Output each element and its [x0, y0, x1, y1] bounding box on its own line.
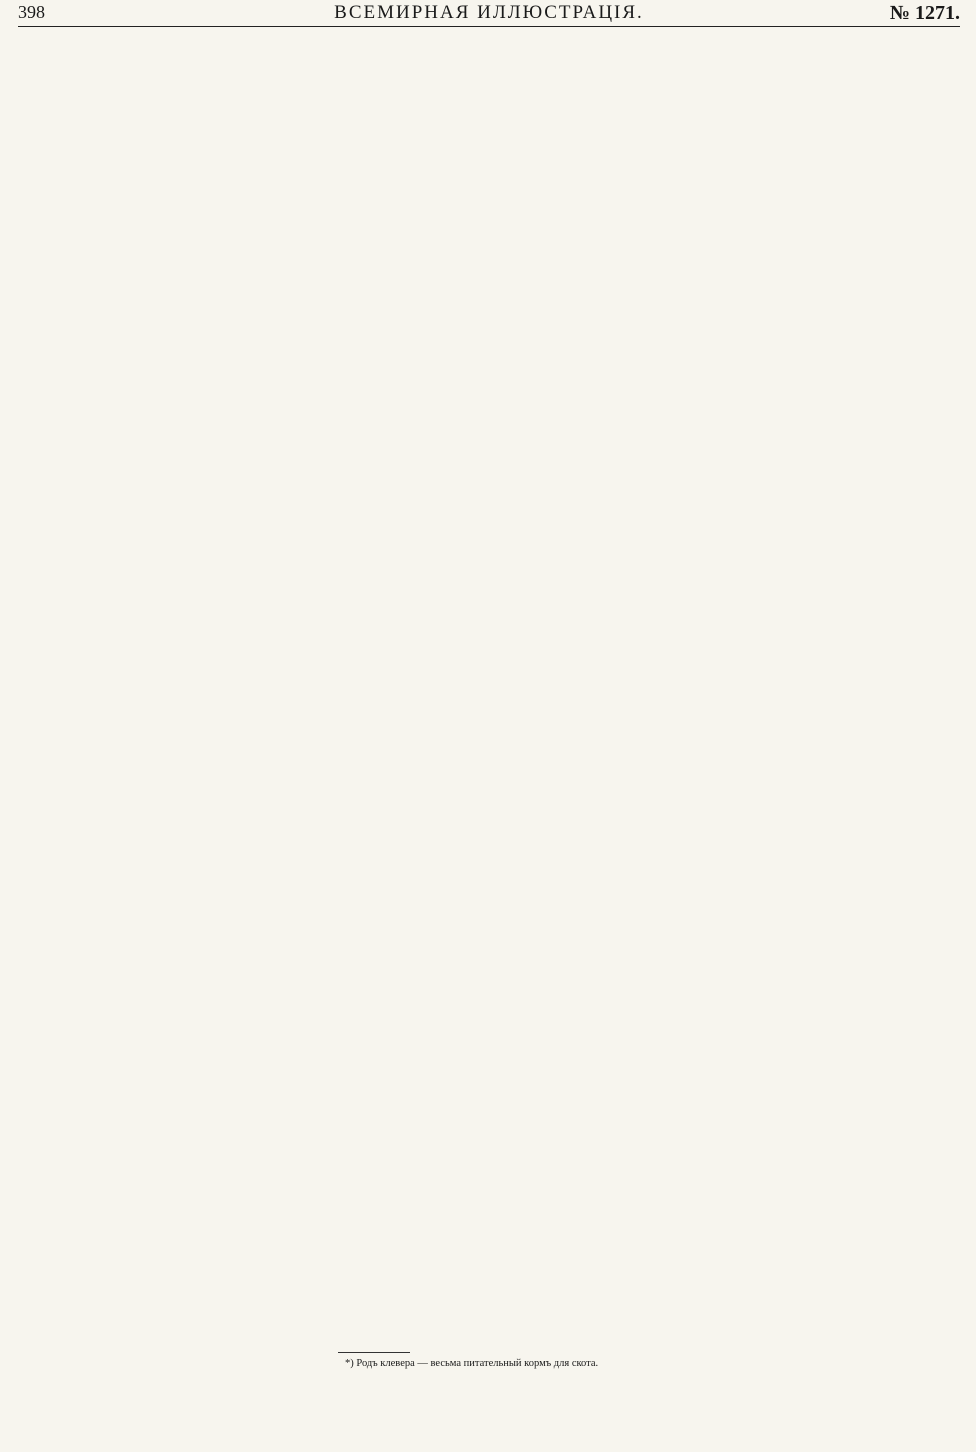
text-column-2	[338, 40, 632, 1400]
page-header	[18, 2, 960, 27]
journal-title: ВСЕМИРНАЯ ИЛЛЮСТРАЦІЯ.	[334, 2, 644, 23]
text-column-1	[27, 40, 319, 1400]
footnote-rule	[338, 1352, 410, 1353]
footnote: *) Родъ клевера — весьма питательный кормъ для скота.	[345, 1358, 599, 1369]
text-column-3	[651, 40, 943, 1400]
page-number: 398	[18, 2, 45, 22]
issue-number: № 1271.	[889, 2, 960, 24]
